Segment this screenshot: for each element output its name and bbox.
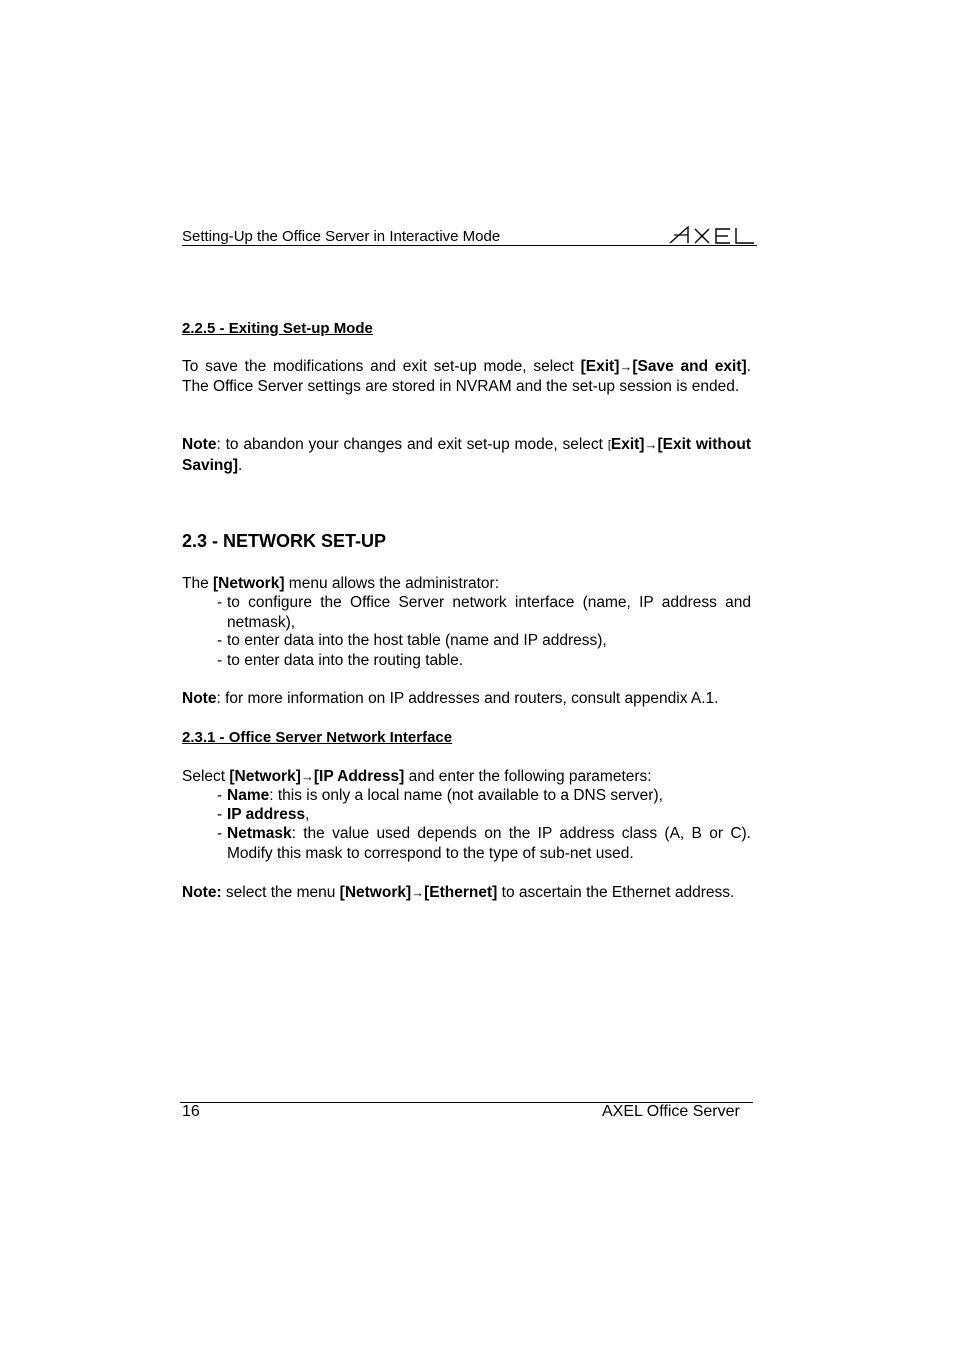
note-label: Note:: [182, 884, 222, 901]
bullet-item: to configure the Office Server network interface (name, IP address and netmask),: [227, 594, 751, 631]
bullet-dash: -: [217, 787, 223, 804]
header-rule: [182, 245, 757, 246]
text: The: [182, 575, 214, 592]
paragraph-ip-intro: [182, 767, 652, 787]
section-heading-2-3: 2.3 - NETWORK SET-UP: [182, 531, 387, 551]
text: and enter the following parameters:: [404, 768, 652, 785]
param-name: Name: [227, 787, 270, 804]
text: : to abandon your changes and exit set-up mode, select: [216, 436, 608, 453]
note-more-info: [182, 689, 718, 709]
text: to ascertain the Ethernet address.: [497, 884, 735, 901]
page-number: 16: [182, 1103, 200, 1120]
arrow-icon: →: [644, 437, 658, 452]
running-header: Setting-Up the Office Server in Interactive Mode: [182, 228, 501, 245]
axel-logo: [668, 222, 758, 246]
menu-ethernet: [Ethernet]: [424, 884, 498, 901]
paragraph-network-intro: [182, 574, 499, 594]
param-name: Netmask: [227, 825, 292, 842]
param-item-netmask: [227, 824, 751, 863]
text: menu allows the administrator:: [284, 575, 500, 592]
note-abandon: [182, 435, 751, 475]
menu-exit: Exit]: [610, 436, 645, 453]
bullet-dash: -: [217, 652, 223, 669]
menu-network: [Network]: [229, 768, 301, 785]
bullet-dash: -: [217, 632, 223, 649]
note-ethernet: [182, 883, 751, 903]
section-heading-2-3-1: 2.3.1 - Office Server Network Interface: [182, 729, 453, 746]
bullet-item: to enter data into the routing table.: [227, 652, 464, 669]
param-desc: : the value used depends on the IP address class (A, B or C). Modify this mask to correspond to the type of sub-net used.: [227, 825, 751, 862]
paragraph-save-exit: [182, 357, 751, 396]
menu-network: [Network]: [213, 575, 285, 592]
menu-exit: [Exit]: [580, 358, 620, 375]
bracket: [: [607, 439, 611, 451]
arrow-icon: →: [300, 769, 314, 784]
menu-exit-without-saving: [Exit without Saving]: [182, 436, 751, 474]
text: : for more information on IP addresses and routers, consult appendix A.1.: [216, 690, 719, 707]
text: .: [237, 456, 243, 474]
text: Select: [182, 768, 230, 785]
text: select the menu: [221, 884, 340, 901]
bullet-dash: -: [217, 825, 223, 842]
param-desc: ,: [305, 806, 310, 823]
param-item-name: [227, 786, 751, 806]
arrow-icon: →: [411, 885, 425, 900]
menu-ip-address: [IP Address]: [313, 768, 405, 785]
menu-network: [Network]: [339, 884, 412, 901]
note-label: Note: [182, 690, 217, 707]
param-item-ip: [227, 805, 751, 825]
arrow-icon: →: [619, 359, 633, 374]
section-heading-2-2-5: 2.2.5 - Exiting Set-up Mode: [182, 320, 373, 337]
text: To save the modifications and exit set-up mode, select: [182, 358, 581, 375]
param-name: IP address: [227, 806, 306, 823]
bullet-dash: -: [217, 594, 223, 611]
note-label: Note: [182, 436, 217, 453]
text: . The Office Server settings are stored in NVRAM and the set-up session is ended.: [182, 358, 751, 395]
footer-product: AXEL Office Server: [602, 1103, 740, 1120]
menu-save-and-exit: [Save and exit]: [632, 358, 747, 375]
param-desc: : this is only a local name (not available to a DNS server),: [269, 787, 663, 804]
bullet-item: to enter data into the host table (name and IP address),: [227, 632, 607, 649]
bullet-dash: -: [217, 806, 223, 823]
